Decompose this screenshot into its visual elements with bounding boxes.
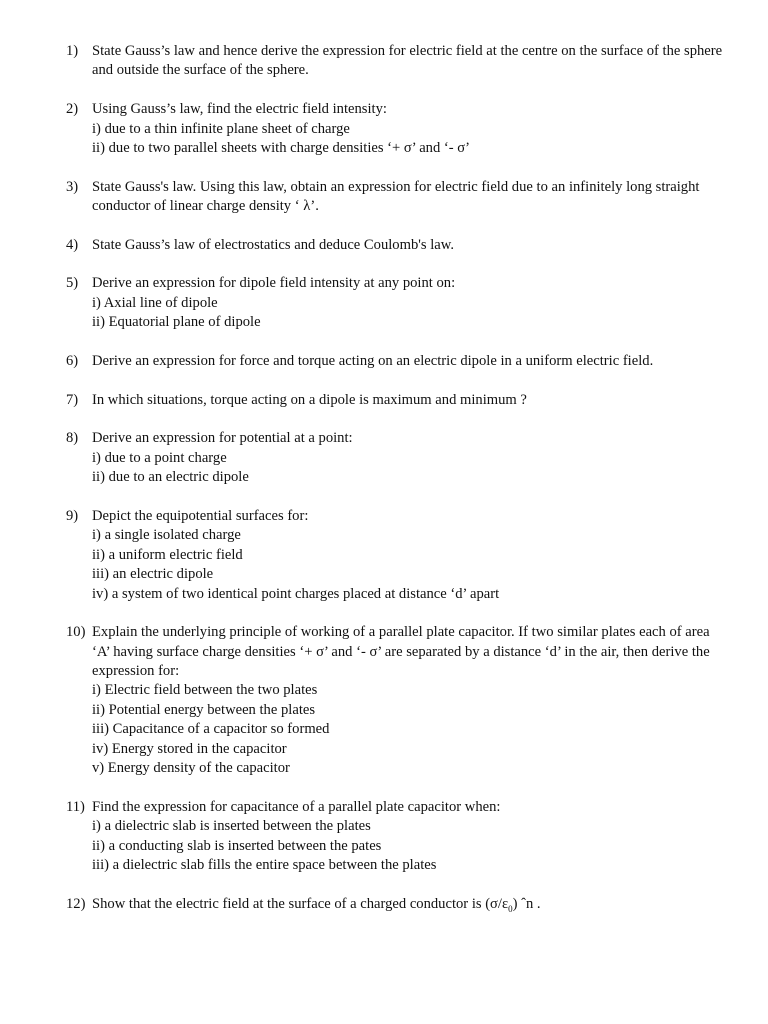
question-text: Find the expression for capacitance of a parallel plate capacitor when: [92,798,501,815]
question-body [92,895,726,914]
question-item [66,391,726,410]
sub-question: ii) due to two parallel sheets with charge densities ‘+ σ’ and ‘- σ’ [92,139,471,156]
question-body [92,100,726,158]
question-body [92,623,726,778]
sub-question: i) Electric field between the two plates [92,682,318,699]
question-text-end: ) ˆn . [512,895,541,912]
sub-question: ii) a uniform electric field [92,546,243,563]
question-item [66,42,726,81]
question-text: State Gauss’s law and hence derive the expression for electric field at the centre on the surface of the sphere and outside the surface of the sphere. [92,43,723,79]
sub-question: ii) due to an electric dipole [92,469,249,486]
question-text: State Gauss’s law of electrostatics and deduce Coulomb's law. [92,236,454,253]
sub-question: ii) Potential energy between the plates [92,701,316,718]
question-item [66,507,726,604]
sub-question: i) due to a point charge [92,449,227,466]
question-text: In which situations, torque acting on a dipole is maximum and minimum ? [92,391,527,408]
question-body [92,236,726,255]
question-number: 5) [66,275,79,292]
question-text: Explain the underlying principle of working of a parallel plate capacitor. If two similar plates each of area ‘A’ having surface charge densities ‘+ σ’ and ‘- σ’ are separated by a distance ‘d’ in the air, then derive the expression for: [92,624,710,680]
question-number: 2) [66,101,79,118]
question-item [66,236,726,255]
question-number: 7) [66,391,79,408]
question-number: 4) [66,236,79,253]
question-item [66,429,726,487]
question-number: 9) [66,507,79,524]
sub-question: iv) Energy stored in the capacitor [92,740,287,757]
sub-question: i) Axial line of dipole [92,294,218,311]
question-item [66,178,726,217]
sub-question: iii) a dielectric slab fills the entire space between the plates [92,856,437,873]
question-text [92,895,726,914]
question-number: 1) [66,43,79,59]
question-text-start: Show that the electric field at the surface of a charged conductor is (σ/ε [92,895,509,912]
question-body [92,274,726,332]
sub-question: i) a dielectric slab is inserted between the plates [92,818,371,835]
question-item [66,274,726,332]
question-text: State Gauss's law. Using this law, obtain an expression for electric field due to an infinitely long straight conductor of linear charge density ‘ λ’. [92,178,700,215]
question-text: Depict the equipotential surfaces for: [92,507,309,524]
epsilon-subscript: 0 [508,903,513,914]
question-item [66,895,726,914]
question-body [92,352,726,371]
question-item [66,352,726,371]
sub-question: ii) Equatorial plane of dipole [92,314,261,331]
question-number: 11) [66,798,85,815]
question-number: 6) [66,352,79,369]
sub-question: v) Energy density of the capacitor [92,760,290,777]
question-body [92,42,726,81]
sub-question: i) due to a thin infinite plane sheet of charge [92,120,350,137]
question-number: 10) [66,624,86,641]
question-text: Using Gauss’s law, find the electric field intensity: [92,101,387,118]
question-item [66,100,726,158]
question-body [92,429,726,487]
sub-question: iii) Capacitance of a capacitor so formed [92,721,330,738]
question-number: 3) [66,178,79,195]
sub-question: i) a single isolated charge [92,527,241,544]
question-text: Derive an expression for dipole field intensity at any point on: [92,275,456,292]
question-body [92,507,726,604]
question-item [66,798,726,876]
sub-question: ii) a conducting slab is inserted between the pates [92,837,382,854]
question-body [92,178,726,217]
sub-question: iv) a system of two identical point charges placed at distance ‘d’ apart [92,585,500,602]
question-item [66,623,726,778]
question-number: 8) [66,430,79,447]
question-text: Derive an expression for force and torque acting on an electric dipole in a uniform electric field. [92,352,654,369]
question-list [66,42,726,933]
question-body [92,798,726,876]
question-text: Derive an expression for potential at a point: [92,430,353,447]
question-number: 12) [66,895,86,912]
question-body [92,391,726,410]
sub-question: iii) an electric dipole [92,566,214,583]
